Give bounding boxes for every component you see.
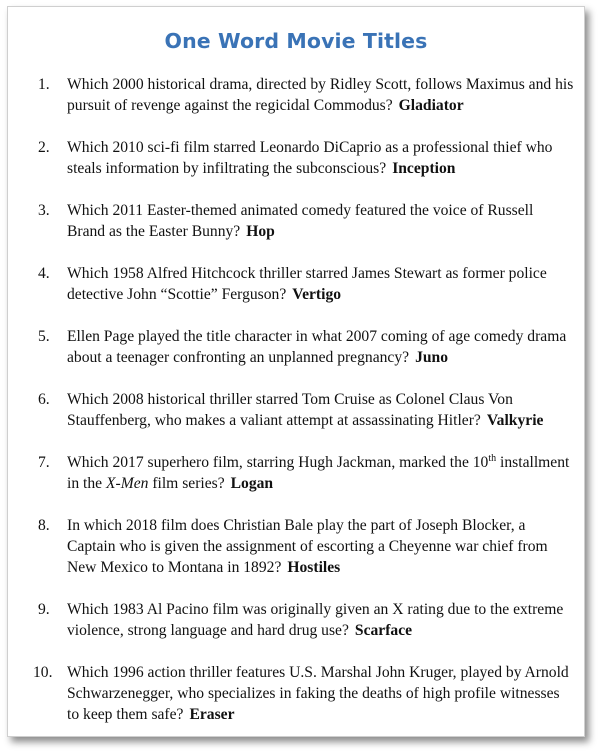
- question-item: [8, 515, 584, 578]
- question-answer: Juno: [415, 349, 449, 366]
- question-item: [8, 200, 584, 242]
- question-item: [8, 662, 584, 725]
- question-item: [8, 326, 584, 368]
- question-answer: Hop: [246, 223, 275, 240]
- question-text: Which 2010 sci-fi film starred Leonardo DiCaprio as a professional thief who steals information by infiltrating the subconscious?: [67, 139, 553, 177]
- question-answer: Vertigo: [292, 286, 342, 303]
- question-list: [8, 74, 584, 746]
- question-number: 3.: [38, 202, 50, 219]
- question-answer: Gladiator: [398, 97, 464, 114]
- document-page: [7, 6, 585, 737]
- question-number: 8.: [38, 517, 50, 534]
- question-answer: Hostiles: [287, 559, 341, 576]
- question-answer: Inception: [392, 160, 456, 177]
- question-text: Which 1996 action thriller features U.S. Marshal John Kruger, played by Arnold Schwarzenegger, who specializes in faking the deaths of high profile witnesses to keep them safe?: [67, 664, 569, 723]
- question-text: In which 2018 film does Christian Bale play the part of Joseph Blocker, a Captain who is given the assignment of escorting a Cheyenne war chief from New Mexico to Montana in 1892?: [67, 517, 548, 576]
- question-text: Which 1983 Al Pacino film was originally given an X rating due to the extreme violence, strong language and hard drug use?: [67, 601, 564, 639]
- question-answer: Logan: [230, 475, 274, 492]
- question-item: [8, 263, 584, 305]
- question-text: Ellen Page played the title character in what 2007 coming of age comedy drama about a teenager confronting an unplanned pregnancy?: [67, 328, 567, 366]
- question-text: Which 2011 Easter-themed animated comedy featured the voice of Russell Brand as the Easter Bunny?: [67, 202, 534, 240]
- question-answer: Eraser: [189, 706, 235, 723]
- question-number: 1.: [38, 76, 50, 93]
- question-item: [8, 599, 584, 641]
- question-number: 9.: [38, 601, 50, 618]
- ordinal-suffix: th: [488, 452, 497, 464]
- page-title: One Word Movie Titles: [164, 29, 428, 53]
- question-item: [8, 389, 584, 431]
- question-number: 2.: [38, 139, 50, 156]
- question-text-pre: Which 2017 superhero film, starring Hugh Jackman, marked the 10: [67, 454, 489, 471]
- question-answer: Valkyrie: [486, 412, 544, 429]
- question-item: [8, 452, 584, 494]
- question-item: [8, 137, 584, 179]
- question-text-post: film series?: [148, 475, 225, 492]
- question-text: Which 2008 historical thriller starred Tom Cruise as Colonel Claus Von Stauffenberg, who makes a valiant attempt at assassinating Hitler?: [67, 391, 513, 429]
- question-number: 5.: [38, 328, 50, 345]
- question-number: 4.: [38, 265, 50, 282]
- film-series-name: X-Men: [105, 475, 149, 492]
- question-text-mid: installment in the: [67, 454, 570, 492]
- question-text: Which 1958 Alfred Hitchcock thriller starred James Stewart as former police detective John “Scottie” Ferguson?: [67, 265, 547, 303]
- question-number: 10.: [33, 664, 53, 681]
- question-item: [8, 74, 584, 116]
- question-text: Which 2000 historical drama, directed by Ridley Scott, follows Maximus and his pursuit of revenge against the regicidal Commodus?: [67, 76, 574, 114]
- question-number: 7.: [38, 454, 50, 471]
- question-answer: Scarface: [354, 622, 413, 639]
- question-number: 6.: [38, 391, 50, 408]
